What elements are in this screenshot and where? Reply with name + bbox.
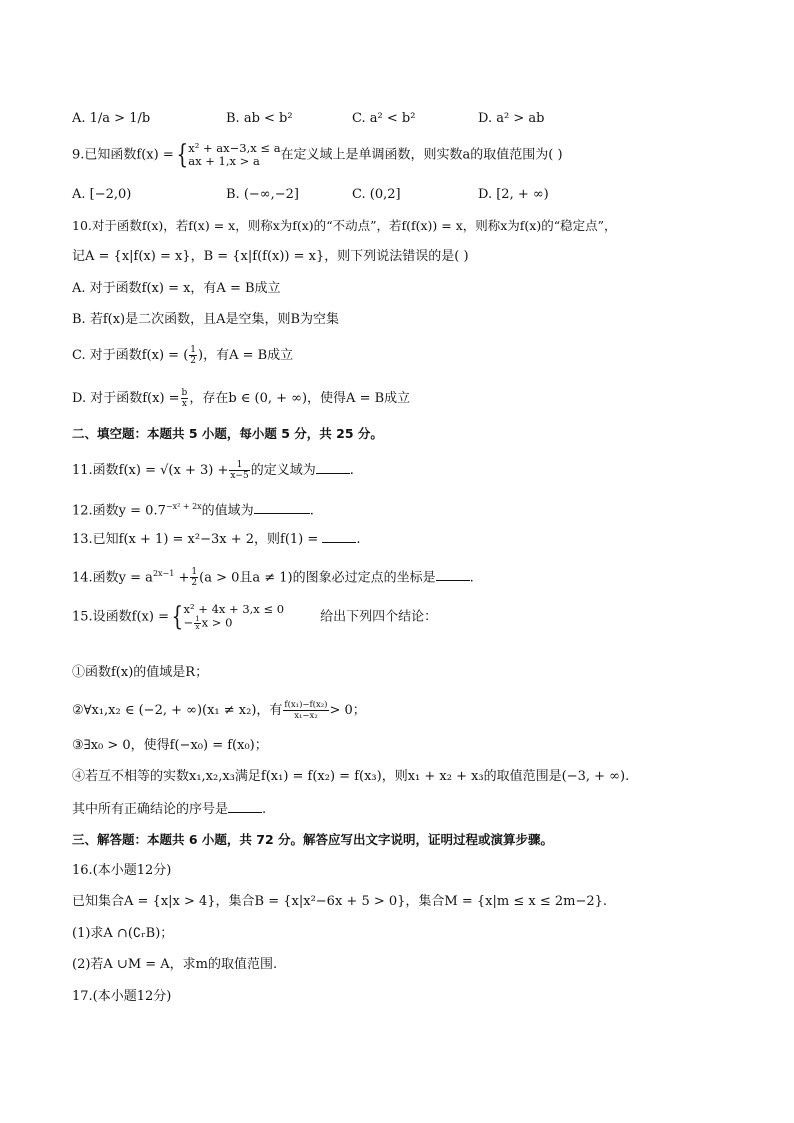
q15-final: 其中所有正确结论的序号是 . (72, 802, 267, 817)
q10-c-prefix: C. 对于函数f(x) = ( (72, 348, 189, 363)
q9-suffix: 在定义域上是单调函数，则实数a的取值范围为( ) (280, 147, 563, 163)
q15-case-2-den: x (195, 623, 200, 631)
q10-d-fraction: $\frac{b}{x}$ (181, 388, 188, 409)
q15-brace: { (171, 602, 184, 632)
q15-conclusion-3: ③∃x₀ > 0，使得f(−x₀) = f(x₀)； (72, 738, 268, 753)
q12-answer-blank[interactable] (254, 501, 310, 514)
q10-option-a: A. 对于函数f(x) = x，有A = B成立 (72, 281, 281, 296)
q11-frac-den: x−5 (230, 471, 249, 481)
q15-c2-fraction (283, 700, 328, 721)
q15-case-2-fraction (194, 616, 200, 631)
q10-option-d (72, 388, 410, 409)
q9-option-c: C. (0,2] (352, 187, 401, 202)
q15-c2-suffix: > 0； (329, 703, 366, 718)
section-3-heading: 三、解答题：本题共 6 小题，共 72 分。解答应写出文字说明，证明过程或演算步骤。 (72, 832, 554, 847)
q15-cases (184, 603, 285, 631)
q15-conclusion-2 (72, 700, 366, 721)
q15-final-text: 其中所有正确结论的序号是 (72, 802, 229, 817)
q14-suffix: (a > 0且a ≠ 1)的图象必过定点的坐标是 (199, 570, 436, 586)
q14-prefix: 14.函数y = a (72, 570, 153, 586)
q10-d-prefix: D. 对于函数f(x) = (72, 391, 180, 406)
q16-body: 已知集合A = {x|x > 4}，集合B = {x|x²−6x + 5 > 0}，集合M = {x|m ≤ x ≤ 2m−2}. (72, 894, 608, 909)
q9-prefix: 9.已知函数f(x) = (72, 147, 174, 163)
q14-question: 14.函数$y = a^{2x-1}$ + $\frac{1}{2}$ (a > 0且a ≠ 1)的图象必过定点的坐标是 . (72, 567, 474, 589)
q15-answer-blank[interactable] (228, 800, 262, 813)
q9-brace: { (176, 140, 188, 170)
q16-part-2: (2)若A ∪M = A，求m的取值范围. (72, 957, 278, 972)
q15-conclusion-1: ①函数f(x)的值域是R； (72, 665, 209, 680)
q15-case-2 (184, 616, 285, 631)
q8-option-d: D. a² > ab (478, 111, 545, 126)
q15-suffix: 给出下列四个结论： (320, 609, 438, 625)
q9-case-2: ax + 1,x > a (188, 154, 260, 168)
q17-title: 17.(本小题12分) (72, 989, 172, 1004)
q8-option-a: A. 1/a > 1/b (72, 111, 151, 126)
q9-case-1: x² + ax−3,x ≤ a (188, 141, 281, 155)
q10-c-suffix: )，有A = B成立 (198, 348, 294, 363)
q15-question (72, 602, 437, 632)
q9-question (72, 140, 563, 170)
q8-option-c: C. a² < b² (352, 111, 416, 126)
q11-fraction (229, 460, 249, 481)
q15-case-2-sign: − (183, 615, 194, 630)
q15-c2-den: x₁−x₂ (294, 711, 318, 721)
q11-suffix: 的定义域为 (250, 463, 316, 478)
q11-question: 11.函数f(x) = √(x + 3) + $\frac{1}{x-5}$ 的定义域为 . (72, 460, 354, 481)
q11-prefix: 11.函数f(x) = √(x + 3) + (72, 463, 229, 478)
q15-case-2-num: 1 (195, 615, 200, 623)
q10-c-fraction: $\frac{1}{2}$ (190, 345, 196, 366)
q13-answer-blank[interactable] (322, 530, 356, 543)
q10-d-suffix: ，存在b ∈ (0, + ∞)，使得A = B成立 (189, 391, 411, 406)
q15-case-1: x² + 4x + 3,x ≤ 0 (183, 602, 285, 616)
q15-c2-prefix: ②∀x₁,x₂ ∈ (−2, + ∞)(x₁ ≠ x₂)，有 (72, 703, 283, 718)
q12-suffix: 的值域为 (201, 503, 254, 519)
q8-option-b: B. ab < b² (226, 111, 293, 126)
q14-frac-num: 1 (191, 567, 198, 578)
q9-option-d: D. [2, + ∞) (478, 187, 549, 202)
q16-part-1: (1)求A ∩(∁ᵣB)； (72, 926, 174, 941)
q10-option-c (72, 345, 293, 366)
q13-question: 13.已知f(x + 1) = x²−3x + 2，则f(1) = . (72, 532, 361, 547)
q14-fraction (190, 567, 198, 588)
q11-answer-blank[interactable] (316, 461, 350, 474)
q13-text: 13.已知f(x + 1) = x²−3x + 2，则f(1) = (72, 532, 319, 547)
q10-line-1: 10.对于函数f(x)，若f(x) = x，则称x为f(x)的“不动点”，若f(f(x)) = x，则称x为f(x)的“稳定点”， (72, 218, 617, 233)
q12-prefix: 12.函数y = 0.7 (72, 503, 166, 519)
q10-line-2: 记A = {x|f(x) = x}，B = {x|f(f(x)) = x}，则下列说法错误的是( ) (72, 249, 469, 264)
q9-option-a: A. [−2,0) (72, 187, 132, 202)
section-2-heading: 二、填空题：本题共 5 小题，每小题 5 分，共 25 分。 (72, 426, 383, 441)
q12-question: 12.函数$y = 0.7^{-x^2 + 2x}$的值域为 . (72, 502, 314, 519)
q12-exponent: −x² + 2x (165, 502, 202, 511)
q15-prefix: 15.设函数f(x) = (72, 609, 169, 625)
q15-c2-num: f(x₁)−f(x₂) (284, 700, 328, 710)
q9-option-b: B. (−∞,−2] (226, 187, 299, 202)
q16-title: 16.(本小题12分) (72, 863, 172, 878)
q14-exponent: 2x−1 (152, 569, 175, 578)
q10-option-b: B. 若f(x)是二次函数，且A是空集，则B为空集 (72, 312, 340, 327)
q15-case-2-cond: x > 0 (201, 615, 233, 630)
q14-answer-blank[interactable] (436, 568, 470, 581)
q14-frac-den: 2 (191, 578, 198, 589)
q9-cases (188, 142, 280, 168)
q14-plus: + (178, 570, 190, 586)
q15-conclusion-4: ④若互不相等的实数x₁,x₂,x₃满足f(x₁) = f(x₂) = f(x₃)，则x₁ + x₂ + x₃的取值范围是(−3, + ∞). (72, 769, 630, 784)
q11-frac-num: 1 (229, 460, 249, 471)
